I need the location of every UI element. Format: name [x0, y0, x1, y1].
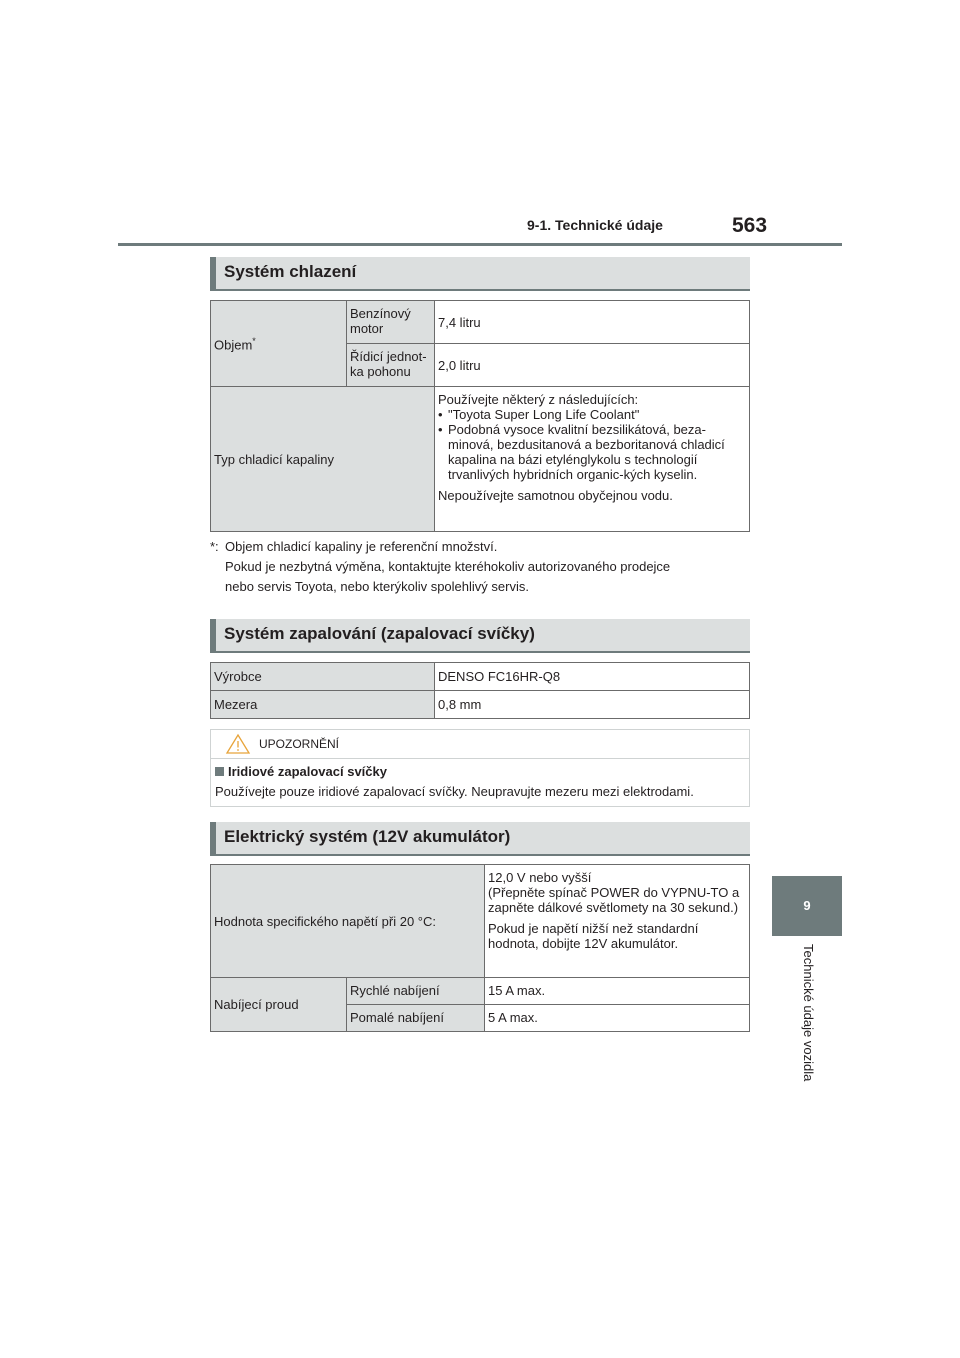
caution-box	[210, 729, 750, 807]
warning-triangle-icon	[225, 733, 251, 760]
electrical-section-heading	[210, 822, 750, 854]
volume-label-cell	[211, 301, 347, 387]
volume-label: Objem	[214, 337, 253, 353]
charge-label: Nabíjecí proud	[211, 978, 347, 1032]
chapter-title: Technické údaje vozidla	[801, 944, 816, 1082]
drive-value: 2,0 litru	[435, 344, 750, 387]
caution-title: UPOZORNĚNÍ	[259, 737, 340, 751]
footnote-line: Objem chladicí kapaliny je referenční množství.	[225, 539, 498, 554]
table-row	[211, 865, 750, 978]
fast-charge-value: 15 A max.	[485, 978, 750, 1005]
chapter-tab: 9	[772, 876, 842, 936]
ignition-section-heading	[210, 619, 750, 651]
coolant-intro: Používejte některý z následujících:	[438, 392, 639, 407]
list-item: • Podobná vysoce kvalitní bezsilikátová, beza-minová, bezdusitanová a bezboritanová chladicí kapalina na bázi etylénglykolu s technologií trvanlivých hybridních organic-kých kyselin.	[438, 422, 746, 482]
caution-subtitle-text: Iridiové zapalovací svíčky	[228, 764, 387, 779]
drive-label: Řídicí jednot-ka pohonu	[347, 344, 435, 387]
coolant-list	[438, 407, 746, 482]
header-rule	[118, 243, 842, 246]
coolant-type-label: Typ chladicí kapaliny	[211, 387, 435, 532]
table-row	[211, 663, 750, 691]
cooling-table	[210, 300, 750, 532]
cooling-footnote	[210, 537, 750, 597]
cooling-title: Systém chlazení	[224, 262, 357, 281]
footnote-line: nebo servis Toyota, nebo kterýkoliv spolehlivý servis.	[225, 579, 529, 594]
engine-value: 7,4 litru	[435, 301, 750, 344]
table-row	[211, 691, 750, 719]
list-item: • "Toyota Super Long Life Coolant"	[438, 407, 746, 422]
volume-footnote-mark: *	[252, 336, 256, 347]
table-row	[211, 387, 750, 532]
footnote-mark: *:	[210, 539, 219, 554]
manufacturer-label: Výrobce	[211, 663, 435, 691]
voltage-instruction: (Přepněte spínač POWER do VYPNU-TO a zapněte dálkové světlomety na 30 sekund.)	[488, 885, 740, 915]
manufacturer-value: DENSO FC16HR-Q8	[435, 663, 750, 691]
section-title: 9-1. Technické údaje	[527, 217, 663, 233]
voltage-label: Hodnota specifického napětí při 20 °C:	[211, 865, 485, 978]
table-row	[211, 301, 750, 344]
fast-charge-label: Rychlé nabíjení	[347, 978, 485, 1005]
coolant-note: Nepoužívejte samotnou obyčejnou vodu.	[438, 488, 673, 503]
caution-header	[211, 730, 749, 759]
table-row	[211, 978, 750, 1005]
ignition-title: Systém zapalování (zapalovací svíčky)	[224, 624, 535, 643]
ignition-table	[210, 662, 750, 719]
caution-subtitle	[215, 764, 387, 779]
footnote-line: Pokud je nezbytná výměna, kontaktujte kteréhokoliv autorizovaného prodejce	[225, 559, 671, 574]
caution-body: Používejte pouze iridiové zapalovací svíčky. Neupravujte mezeru mezi elektrodami.	[215, 784, 694, 799]
coolant-type-value	[435, 387, 750, 532]
gap-label: Mezera	[211, 691, 435, 719]
electrical-table	[210, 864, 750, 1032]
engine-label: Benzínový motor	[347, 301, 435, 344]
gap-value: 0,8 mm	[435, 691, 750, 719]
slow-charge-label: Pomalé nabíjení	[347, 1005, 485, 1032]
square-bullet-icon	[215, 767, 224, 776]
slow-charge-value: 5 A max.	[485, 1005, 750, 1032]
voltage-value: 12,0 V nebo vyšší	[488, 870, 592, 885]
electrical-title: Elektrický systém (12V akumulátor)	[224, 827, 511, 846]
cooling-section-heading	[210, 257, 750, 289]
page-number: 563	[732, 214, 768, 237]
voltage-value-cell	[485, 865, 750, 978]
voltage-note: Pokud je napětí nižší než standardní hodnota, dobijte 12V akumulátor.	[488, 921, 699, 951]
